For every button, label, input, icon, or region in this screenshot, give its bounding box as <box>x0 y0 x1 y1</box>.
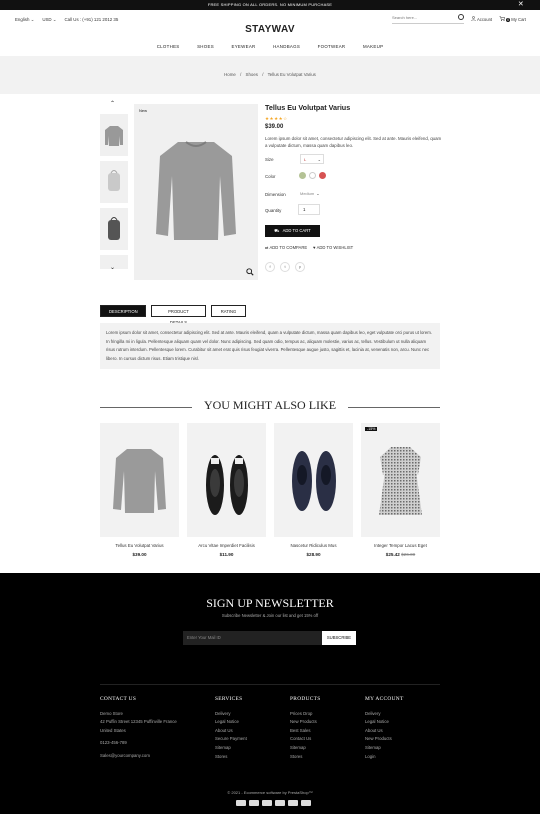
new-badge: New <box>139 108 148 113</box>
footer-link[interactable]: Delivery <box>215 710 231 716</box>
cart-count: 0 <box>507 18 510 22</box>
sneakers-image <box>187 423 266 537</box>
footer-link[interactable]: Legal Notice <box>215 719 239 725</box>
cart-link[interactable] <box>499 16 526 22</box>
account-link[interactable] <box>471 16 492 22</box>
chevron-up-icon[interactable]: ⌃ <box>110 101 116 107</box>
search-placeholder: Search here... <box>392 15 418 20</box>
footer-products <box>290 695 321 761</box>
breadcrumb <box>0 56 540 94</box>
footer-account <box>365 695 404 761</box>
footer-link[interactable]: New Products <box>365 736 392 742</box>
contact-country: United States <box>100 727 126 733</box>
product-tabs <box>100 305 246 317</box>
newsletter-email-input[interactable] <box>183 631 322 645</box>
color-label: Color <box>265 174 276 179</box>
user-icon <box>471 16 476 21</box>
product-card-name[interactable]: Arcu Vitae Imperdiet Facilisis <box>198 543 255 548</box>
footer-link[interactable]: Delivery <box>365 710 381 716</box>
product-title: Tellus Eu Volutpat Varius <box>265 103 351 112</box>
pinterest-icon[interactable]: p <box>295 262 305 272</box>
chevron-down-icon[interactable]: ⌄ <box>110 265 116 271</box>
thumbnail-backpack[interactable] <box>100 161 128 203</box>
payment-icons <box>236 800 311 806</box>
product-main-image[interactable] <box>134 104 258 280</box>
product-card-image[interactable] <box>274 423 353 537</box>
footer-link[interactable]: Contact Us <box>290 736 312 742</box>
product-card-name[interactable]: Nascetur Ridiculus Mus <box>290 543 337 548</box>
product-card-name[interactable]: Integer Tempor Lacus Eget <box>374 543 427 548</box>
quantity-label: Quantity <box>265 208 282 213</box>
language-selector[interactable]: English ⌄ <box>15 17 35 22</box>
account-label: Account <box>476 17 493 22</box>
footer-contact <box>100 695 177 761</box>
add-to-wishlist-link[interactable] <box>313 245 353 250</box>
currency-selector[interactable]: USD ⌄ <box>42 17 57 22</box>
tab-description[interactable]: DESCRIPTION <box>100 305 146 317</box>
swatch-green[interactable] <box>299 172 306 179</box>
product-card[interactable] <box>361 423 440 557</box>
product-card-name[interactable]: Tellus Eu Volutpat Varius <box>115 543 164 548</box>
product-card-price: $39.00 <box>132 552 147 557</box>
cart-label: My Cart <box>511 17 526 22</box>
thumbnail-sweater[interactable] <box>100 114 128 156</box>
quantity-stepper[interactable] <box>298 204 320 215</box>
breadcrumb-sep: / <box>262 72 264 77</box>
wishlist-label: ADD TO WISHLIST <box>316 245 354 250</box>
color-swatches <box>299 172 326 179</box>
site-logo[interactable]: STAYWAV <box>245 24 295 35</box>
breadcrumb-shoes[interactable]: Shoes <box>245 72 258 77</box>
product-card-image[interactable] <box>100 423 179 537</box>
contact-address: 42 Puffin Street 12345 Puffinville France <box>100 719 177 725</box>
breadcrumb-sep: / <box>240 72 242 77</box>
add-to-cart-button[interactable] <box>265 225 320 237</box>
product-card-image[interactable] <box>361 423 440 537</box>
cart-icon: ⛟ <box>274 228 280 233</box>
contact-store: Demo Store <box>100 710 123 716</box>
newsletter-title: SIGN UP NEWSLETTER <box>206 596 334 610</box>
product-actions <box>265 245 353 250</box>
discount-badge: -15% <box>367 427 376 431</box>
add-to-cart-label: ADD TO CART <box>282 228 311 233</box>
related-title <box>0 398 540 413</box>
footer-link[interactable]: Secure Payment <box>215 736 247 742</box>
product-card[interactable] <box>187 423 266 557</box>
footer-link[interactable]: Sitemap <box>290 744 306 750</box>
contact-email[interactable]: Sales@yourcompany.com <box>100 752 150 758</box>
product-card-price: $28.90 <box>306 552 321 557</box>
dimension-select[interactable] <box>300 189 326 199</box>
dimension-label: Dimension <box>265 192 286 197</box>
breadcrumb-current: Tellus Eu Volutpat Varius <box>267 72 316 77</box>
compare-label: ADD TO COMPARE <box>269 245 308 250</box>
add-to-compare-link[interactable] <box>265 245 307 250</box>
header-utilities <box>15 17 118 23</box>
tab-product-details[interactable]: PRODUCT <box>151 305 206 317</box>
tab-content: Lorem ipsum dolor sit amet, consectetur adipiscing elit. Sed at ante. Mauris eleifend, quam a vulputate dictum, massa quam dapibus leo, eget vulputate orci purus ut lorem. In fringilla mi in ligula. Pellentesque aliquam quam vel dolor. Nunc adipiscing. Sed quam odio, tempus ac, aliquam molestie, varius ac, tellus. Vestibulum ut nulla aliquam risus rutrum interdum. Pellentesque lorem. Curabitur sit amet erat quis risus feugiat viverra. Pellentesque augue justo, sagittis et, lacinia at, venenatis non, arcu. Nunc nec libero. In cursus dictum risus. Etiam tristique nisl. <box>100 323 440 369</box>
nav-handbags[interactable]: HANDBAGS <box>273 44 301 49</box>
sweater-image <box>134 104 258 280</box>
product-card[interactable] <box>274 423 353 557</box>
size-value: L <box>304 157 307 162</box>
product-card-image[interactable] <box>187 423 266 537</box>
social-share <box>265 262 305 272</box>
payment-icon <box>262 800 272 806</box>
old-price: $26.00 <box>401 552 416 557</box>
nav-footwear[interactable]: FOOTWEAR <box>317 44 346 49</box>
nav-eyewear[interactable]: EYEWEAR <box>231 44 256 49</box>
promo-bar <box>0 0 540 10</box>
email-placeholder: Enter Your Mail ID <box>187 635 221 640</box>
promo-message: FREE SHIPPING ON ALL ORDERS. NO MINIMUM PURCHASE <box>207 2 333 7</box>
product-short-description: Lorem ipsum dolor sit amet, consectetur adipiscing elit. Sed at ante. Mauris eleifend, quam a vulputate dictum, massa quam dapibus leo. <box>265 136 442 148</box>
footer-link[interactable]: Sitemap <box>215 744 231 750</box>
copyright: © 2021 - Ecommerce software by PrestaShop™ <box>227 790 313 795</box>
payment-icon <box>301 800 311 806</box>
tab-rating[interactable]: RATING <box>211 305 246 317</box>
nav-shoes[interactable]: SHOES <box>197 44 214 49</box>
breadcrumb-home[interactable]: Home <box>224 72 236 77</box>
contact-phone[interactable]: 0123-456-789 <box>100 740 127 746</box>
footer-link[interactable]: Sitemap <box>365 744 381 750</box>
quantity-value: 1 <box>303 207 306 212</box>
close-icon[interactable]: ✕ <box>517 1 524 8</box>
footer-link[interactable]: About Us <box>365 727 383 733</box>
footer-services-title: SERVICES <box>215 696 243 702</box>
size-label: Size <box>265 157 274 162</box>
size-select[interactable] <box>300 154 324 164</box>
chevron-down-icon: ⌄ <box>317 157 321 162</box>
footer-link[interactable]: About Us <box>215 727 233 733</box>
search-icon[interactable] <box>458 14 464 20</box>
zoom-icon[interactable] <box>246 268 254 276</box>
footer-link[interactable]: Prices Drop <box>290 710 313 716</box>
product-card-price <box>361 552 440 557</box>
subscribe-button[interactable]: SUBSCRIBE <box>322 631 356 645</box>
footer-divider <box>100 684 440 685</box>
facebook-icon[interactable]: f <box>265 262 275 272</box>
twitter-icon[interactable]: t <box>280 262 290 272</box>
payment-icon <box>288 800 298 806</box>
footer-services <box>215 695 247 761</box>
footer-products-title: PRODUCTS <box>290 696 321 702</box>
sweater-image <box>100 423 179 537</box>
footer-contact-title: CONTACT US <box>100 696 137 702</box>
cart-icon <box>499 16 505 21</box>
sale-price: $25.42 <box>385 552 400 557</box>
product-card-price: $11.90 <box>219 552 234 557</box>
newsletter-subtitle: Subscribe Newsletter & Join our list and get 15% off <box>221 613 319 618</box>
footer-account-title: MY ACCOUNT <box>365 696 404 702</box>
footer-link[interactable]: Login <box>365 753 376 759</box>
rating-stars: ★★★★☆ <box>265 116 288 121</box>
dress-shoes-image <box>274 423 353 537</box>
dimension-value: Medium <box>300 191 315 196</box>
dress-image <box>361 423 440 537</box>
nav-makeup[interactable]: MAKEUP <box>362 44 384 49</box>
product-price: $39.00 <box>265 124 284 130</box>
footer-link[interactable]: Best Sales <box>290 727 311 733</box>
footer-link[interactable]: Stores <box>215 753 228 759</box>
main-nav <box>0 44 540 49</box>
footer-link[interactable]: Stores <box>290 753 303 759</box>
payment-icon <box>249 800 259 806</box>
search-input[interactable] <box>392 15 464 24</box>
heart-icon: ♥ <box>313 245 316 250</box>
phone-number: Call Us : (+91) 121 2012 35 <box>64 17 119 22</box>
footer-link[interactable]: Legal Notice <box>365 719 389 725</box>
product-card[interactable] <box>100 423 179 557</box>
chevron-down-icon: ⌄ <box>316 191 320 196</box>
footer-link[interactable]: New Products <box>290 719 317 725</box>
swatch-red[interactable] <box>319 172 326 179</box>
swatch-white[interactable] <box>309 172 316 179</box>
compare-icon: ⇄ <box>265 245 269 250</box>
payment-icon <box>236 800 246 806</box>
nav-clothes[interactable]: CLOTHES <box>156 44 180 49</box>
thumbnail-bag[interactable] <box>100 208 128 250</box>
related-title-text: YOU MIGHT ALSO LIKE <box>192 398 348 412</box>
payment-icon <box>275 800 285 806</box>
